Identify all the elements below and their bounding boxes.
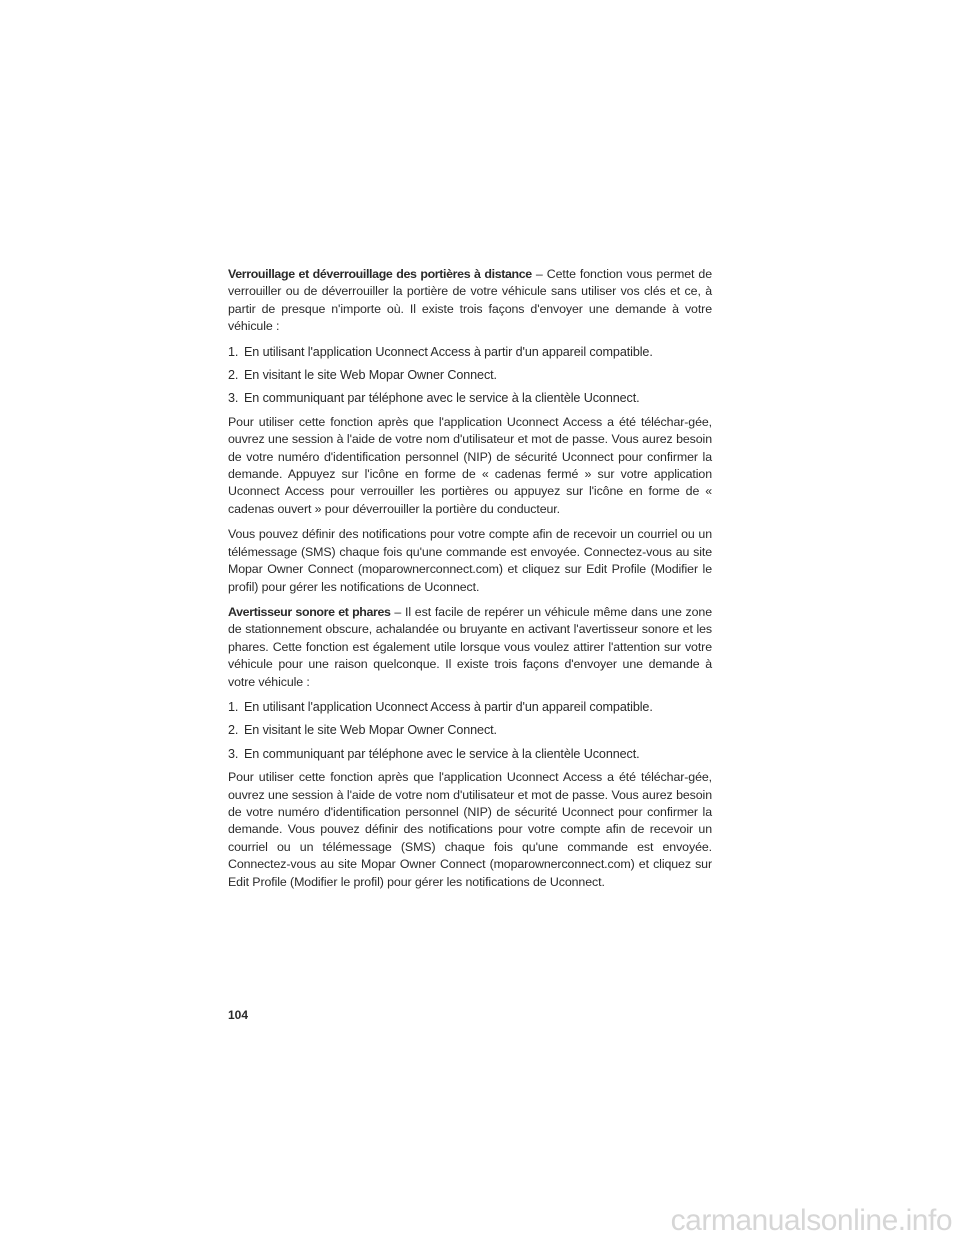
page-body — [228, 266, 712, 899]
list-item-text: En visitant le site Web Mopar Owner Connect. — [244, 368, 497, 383]
list-item-number: 3. — [228, 391, 239, 406]
request-methods-list — [228, 344, 712, 408]
list-item — [228, 722, 712, 739]
list-item — [228, 367, 712, 384]
list-item-number: 2. — [228, 368, 239, 383]
section-intro-text: – Cette fonction vous permet de verrouiller ou de déverrouiller la portière de votre véhicule sans utiliser vos clés et ce, à partir de presque n'importe où. Il existe trois façons d'envoyer une demande à votre véhicule : — [228, 267, 712, 334]
list-item-text: En utilisant l'application Uconnect Access à partir d'un appareil compatible. — [244, 344, 653, 359]
list-item-text: En communiquant par téléphone avec le service à la clientèle Uconnect. — [244, 746, 640, 761]
list-item-number: 1. — [228, 344, 239, 359]
request-methods-list — [228, 699, 712, 763]
watermark: carmanualsonline.info — [670, 1204, 952, 1237]
section-intro-text: – Il est facile de repérer un véhicule même dans une zone de stationnement obscure, achalandée ou bruyante en activant l'avertisseur sonore et les phares. Cette fonction est également utile lorsque vous voulez attirer l'attention sur votre véhicule pour une raison quelconque. Il existe trois façons d'envoyer une demande à votre véhicule : — [228, 604, 713, 689]
list-item-text: En visitant le site Web Mopar Owner Connect. — [244, 723, 497, 738]
list-item — [228, 390, 712, 407]
list-item — [228, 699, 712, 716]
section-horn-lights-intro — [228, 604, 712, 691]
list-item-number: 3. — [228, 746, 239, 761]
list-item-text: En utilisant l'application Uconnect Access à partir d'un appareil compatible. — [244, 699, 653, 714]
list-item-text: En communiquant par téléphone avec le service à la clientèle Uconnect. — [244, 391, 640, 406]
section-heading-remote-door-lock: Verrouillage et déverrouillage des portières à distance — [228, 267, 532, 281]
paragraph: Pour utiliser cette fonction après que l'application Uconnect Access a été téléchar-gée, ouvrez une session à l'aide de votre nom d'utilisateur et mot de passe. Vous aurez besoin de votre numéro d'identification personnel (NIP) de sécurité Uconnect pour confirmer la demande. Appuyez sur l'icône en forme de « cadenas fermé » sur votre application Uconnect Access pour verrouiller les portières ou appuyez sur l'icône en forme de « cadenas ouvert » pour déverrouiller la portière du conducteur. — [228, 414, 712, 516]
section-remote-door-lock-intro — [228, 266, 712, 336]
list-item — [228, 344, 712, 361]
paragraph: Pour utiliser cette fonction après que l'application Uconnect Access a été téléchar-gée, ouvrez une session à l'aide de votre nom d'utilisateur et mot de passe. Vous aurez besoin de votre numéro d'identification personnel (NIP) de sécurité Uconnect pour confirmer la demande. Vous pouvez définir des notifications pour votre compte afin de recevoir un courriel ou un télémessage (SMS) chaque fois qu'une commande est envoyée. Connectez-vous au site Mopar Owner Connect (moparownerconnect.com) et cliquez sur Edit Profile (Modifier le profil) pour gérer les notifications de Uconnect. — [228, 770, 712, 889]
list-item — [228, 746, 712, 763]
section-heading-horn-lights: Avertisseur sonore et phares — [228, 604, 391, 619]
list-item-number: 1. — [228, 699, 239, 714]
paragraph: Vous pouvez définir des notifications pour votre compte afin de recevoir un courriel ou un télémessage (SMS) chaque fois qu'une commande est envoyée. Connectez-vous au site Mopar Owner Connect (moparownerconnect.com) et cliquez sur Edit Profile (Modifier le profil) pour gérer les notifications de Uconnect. — [228, 527, 712, 594]
page-number: 104 — [228, 1008, 249, 1022]
list-item-number: 2. — [228, 723, 239, 738]
